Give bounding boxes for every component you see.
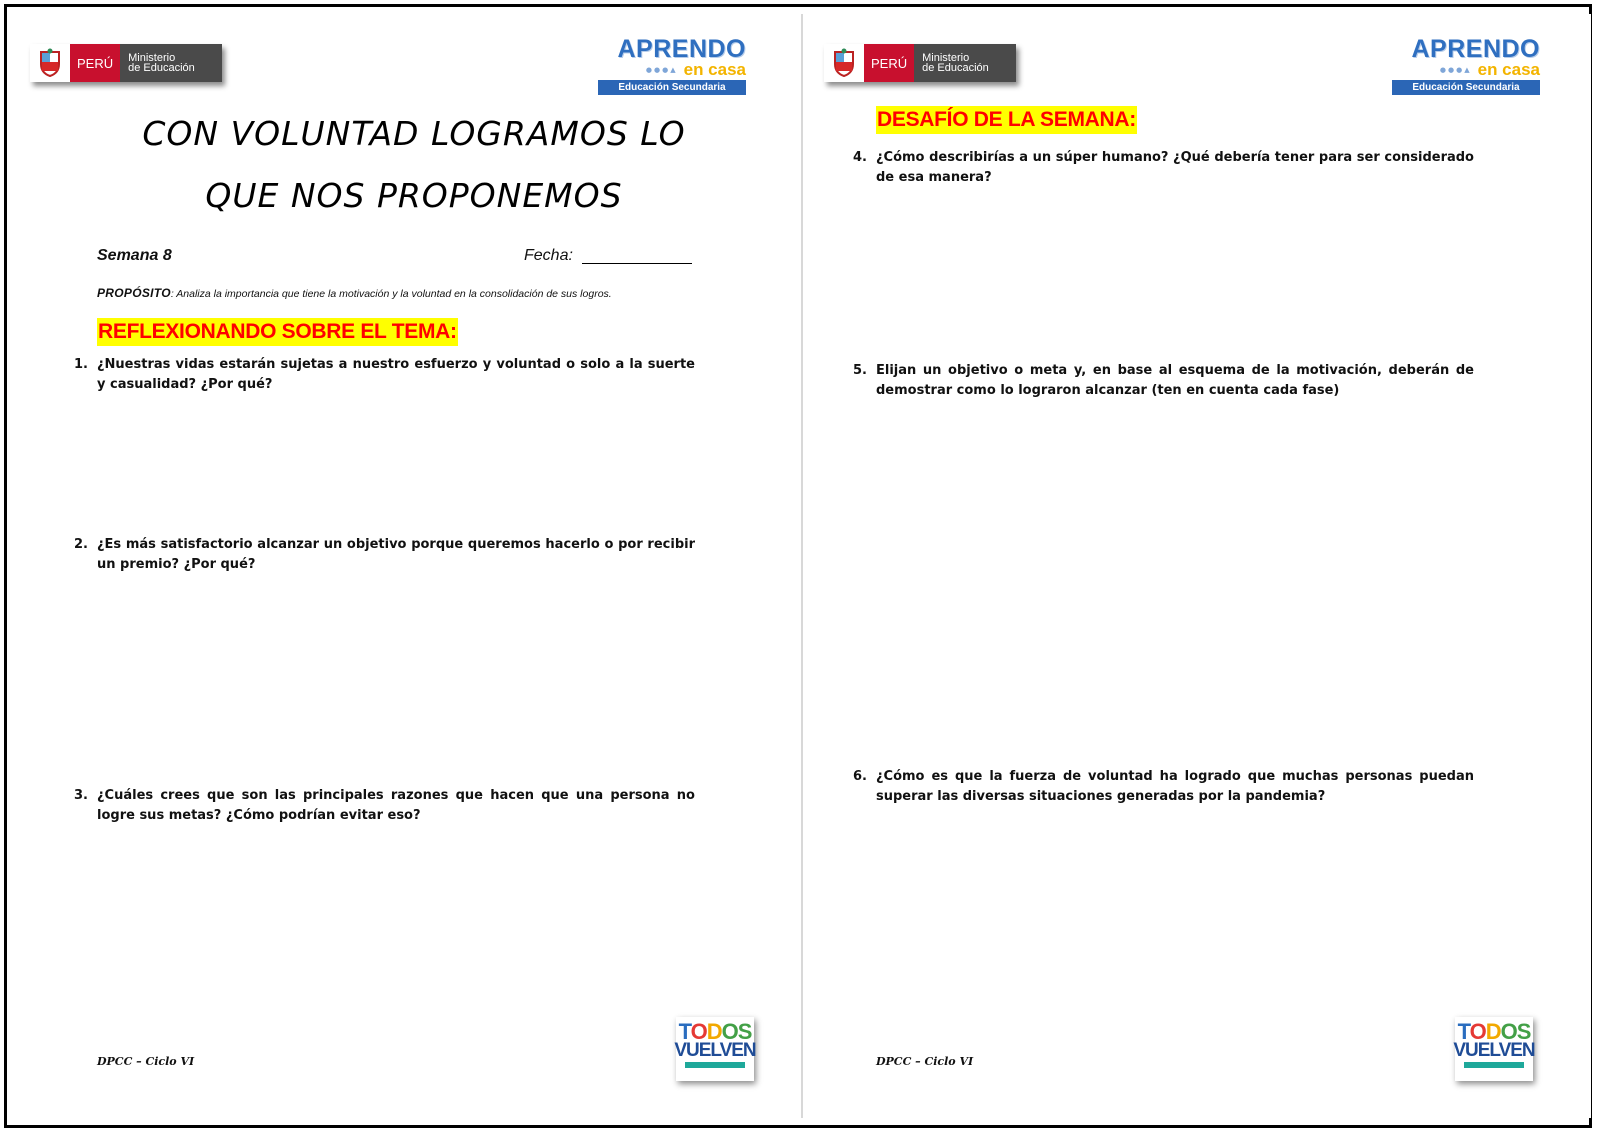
question-number: 5.	[853, 363, 867, 378]
dots-icon: ●●●▲	[645, 66, 678, 74]
question-1	[74, 355, 695, 395]
ministerio-label: Ministerio de Educación	[128, 52, 195, 74]
aprendo-en-casa-logo	[598, 36, 746, 96]
title-line-1: CON VOLUNTAD LOGRAMOS LO	[142, 114, 686, 153]
question-number: 4.	[853, 150, 867, 165]
peru-shield-icon	[30, 44, 70, 82]
page-divider	[801, 14, 803, 1118]
footer-label: DPCC – Ciclo VI	[97, 1055, 195, 1068]
section-banner-desafio: DESAFÍO DE LA SEMANA:	[876, 106, 1137, 134]
todos-vuelven-logo: TODOS VUELVEN	[676, 1017, 754, 1081]
fecha-field[interactable]	[582, 263, 692, 264]
page-2	[808, 14, 1591, 1118]
page-1	[14, 14, 797, 1118]
section-banner-reflexionando: REFLEXIONANDO SOBRE EL TEMA:	[97, 318, 458, 346]
en-casa-text: en casa	[683, 60, 746, 79]
question-text: ¿Cómo describirías a un súper humano? ¿Qué debería tener para ser considerado de esa manera?	[876, 150, 1474, 185]
proposito-label: PROPÓSITO	[97, 286, 171, 300]
minedu-logo	[30, 44, 222, 82]
question-text: ¿Es más satisfactorio alcanzar un objetivo porque queremos hacerlo o por recibir un premio? ¿Por qué?	[97, 537, 695, 572]
question-text: ¿Nuestras vidas estarán sujetas a nuestro esfuerzo y voluntad o solo a la suerte y casualidad? ¿Por qué?	[97, 357, 695, 392]
ministerio-label: Ministerio de Educación	[922, 52, 989, 74]
peru-label: PERÚ	[70, 44, 120, 82]
semana-label: Semana 8	[97, 247, 172, 264]
educacion-secundaria-band: Educación Secundaria	[1392, 80, 1540, 95]
footer-label: DPCC – Ciclo VI	[876, 1055, 974, 1068]
question-number: 6.	[853, 769, 867, 784]
question-number: 3.	[74, 788, 88, 803]
educacion-secundaria-band: Educación Secundaria	[598, 80, 746, 95]
peru-shield-icon	[824, 44, 864, 82]
question-text: ¿Cómo es que la fuerza de voluntad ha logrado que muchas personas puedan superar las diversas situaciones generadas por la pandemia?	[876, 769, 1474, 804]
proposito-text: : Analiza la importancia que tiene la motivación y la voluntad en la consolidación de sus logros.	[170, 288, 612, 300]
question-number: 2.	[74, 537, 88, 552]
question-text: Elijan un objetivo o meta y, en base al esquema de la motivación, deberán de demostrar como lo lograron alcanzar (ten en cuenta cada fase)	[876, 363, 1474, 398]
question-text: ¿Cuáles crees que son las principales razones que hacen que una persona no logre sus metas? ¿Cómo podrían evitar eso?	[97, 788, 695, 823]
proposito	[97, 286, 717, 300]
aprendo-text: APRENDO	[1411, 35, 1540, 63]
question-4	[853, 148, 1474, 188]
dots-icon: ●●●▲	[1439, 66, 1472, 74]
aprendo-en-casa-logo	[1392, 36, 1540, 96]
question-2	[74, 535, 695, 575]
question-5	[853, 361, 1474, 401]
minedu-logo	[824, 44, 1016, 82]
title-line-2: QUE NOS PROPONEMOS	[205, 176, 623, 215]
question-6	[853, 767, 1474, 807]
document-frame	[4, 4, 1592, 1128]
question-number: 1.	[74, 357, 88, 372]
todos-vuelven-logo: TODOS VUELVEN	[1455, 1017, 1533, 1081]
question-3	[74, 786, 695, 826]
fecha-label: Fecha:	[524, 247, 573, 264]
en-casa-text: en casa	[1477, 60, 1540, 79]
aprendo-text: APRENDO	[617, 35, 746, 63]
peru-label: PERÚ	[864, 44, 914, 82]
